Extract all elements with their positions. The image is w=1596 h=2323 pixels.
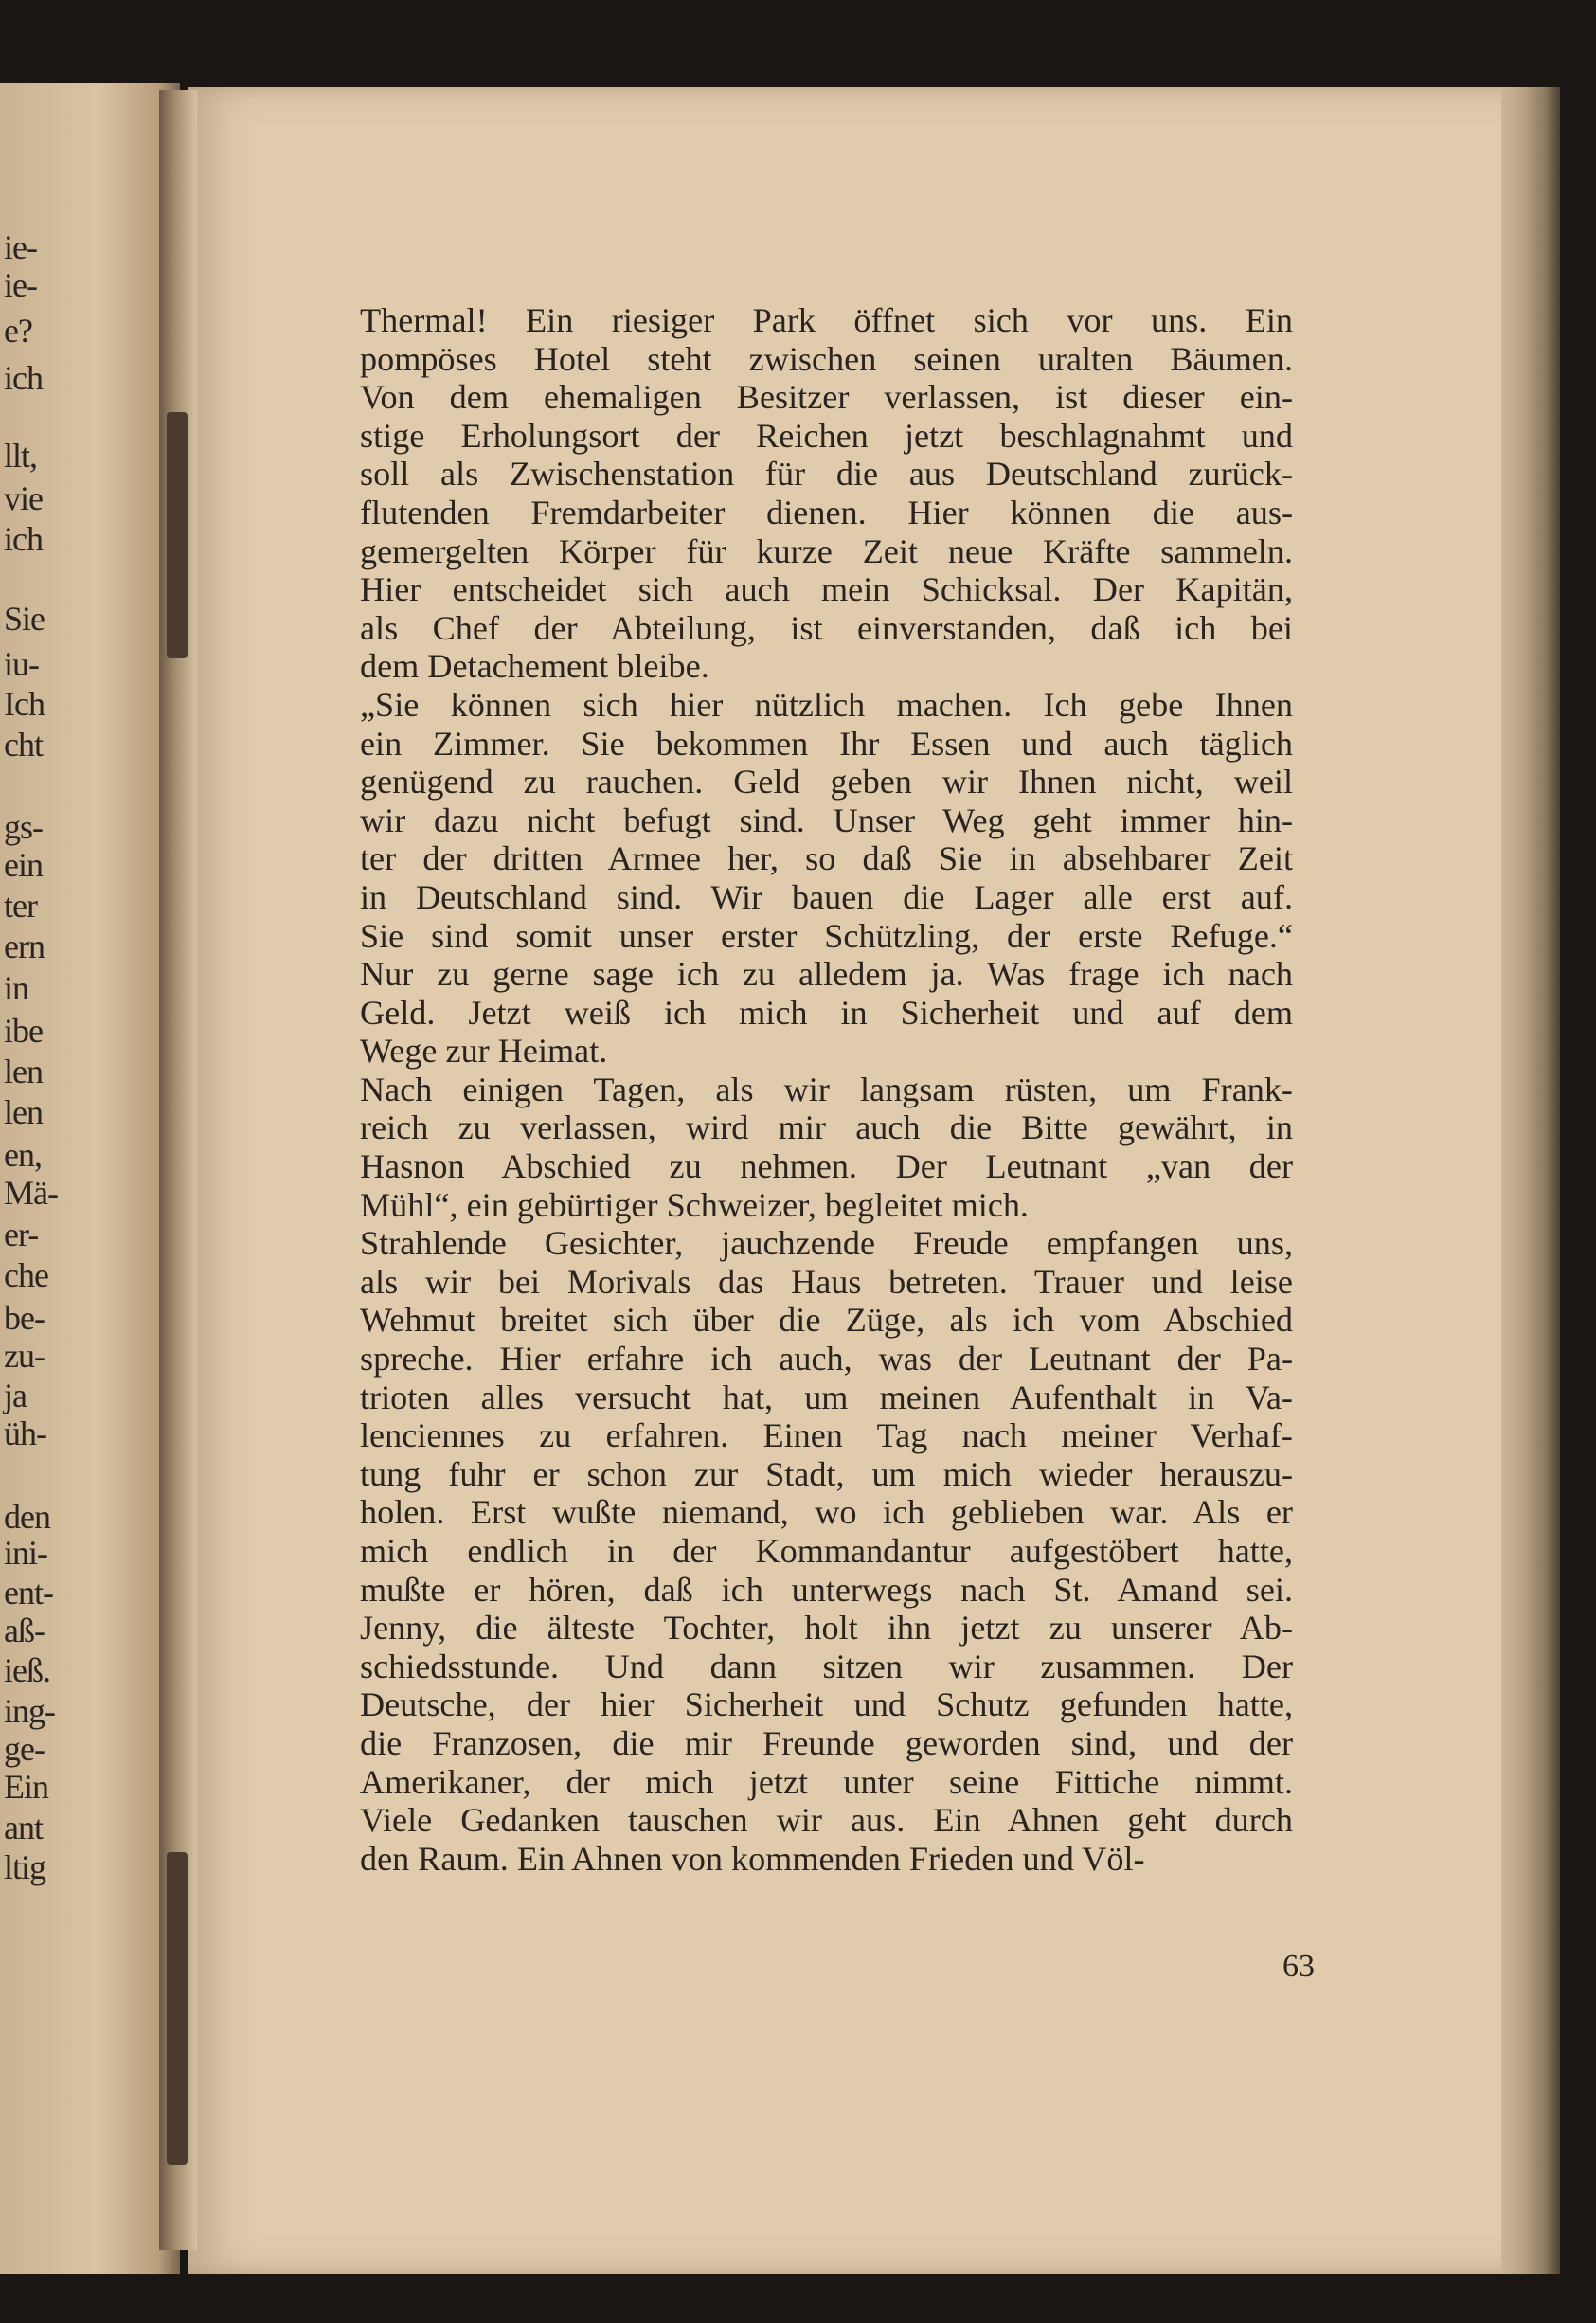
- text-line: wir dazu nicht befugt sind. Unser Weg geht immer hin-: [360, 801, 1293, 839]
- spine-binding-mark: [167, 1852, 188, 2165]
- left-page: [0, 83, 180, 2274]
- text-line: lenciennes zu erfahren. Einen Tag nach meiner Verhaf-: [360, 1416, 1293, 1455]
- text-line: Amerikaner, der mich jetzt unter seine Fittiche nimmt.: [360, 1762, 1293, 1801]
- left-page-fragment: en,: [4, 1136, 42, 1174]
- text-line: pompöses Hotel steht zwischen seinen uralten Bäumen.: [360, 339, 1293, 378]
- left-page-fragment: iu-: [4, 645, 39, 683]
- left-page-fragment: cht: [4, 726, 43, 764]
- body-text: [360, 301, 1293, 1931]
- text-line: reich zu verlassen, wird mir auch die Bitte gewährt, in: [360, 1108, 1293, 1147]
- text-line: gemergelten Körper für kurze Zeit neue Kräfte sammeln.: [360, 531, 1293, 570]
- left-page-fragment: ter: [4, 887, 37, 925]
- left-page-fragment: ja: [4, 1377, 27, 1414]
- left-page-fragment: gs-: [4, 808, 43, 846]
- text-line: Nach einigen Tagen, als wir langsam rüsten, um Frank-: [360, 1070, 1293, 1108]
- text-line: dem Detachement bleibe.: [360, 647, 709, 686]
- left-page-fragment: ie-: [4, 266, 37, 304]
- text-line: Mühl“, ein gebürtiger Schweizer, begleitet mich.: [360, 1185, 1029, 1224]
- text-line: spreche. Hier erfahre ich auch, was der Leutnant der Pa-: [360, 1340, 1293, 1378]
- left-page-fragment: ein: [4, 846, 43, 884]
- page-number: 63: [1282, 1949, 1315, 1984]
- left-page-fragment: in: [4, 969, 29, 1007]
- left-page-fragment: Sie: [4, 600, 45, 638]
- left-page-fragment: Mä-: [4, 1174, 58, 1212]
- text-line: tung fuhr er schon zur Stadt, um mich wieder herauszu-: [360, 1454, 1293, 1493]
- left-page-fragment: zu-: [4, 1337, 45, 1375]
- text-line: soll als Zwischenstation für die aus Deutschland zurück-: [360, 455, 1293, 494]
- text-line: Von dem ehemaligen Besitzer verlassen, ist dieser ein-: [360, 378, 1293, 417]
- text-line: Thermal! Ein riesiger Park öffnet sich vor uns. Ein: [360, 301, 1293, 339]
- text-line: Deutsche, der hier Sicherheit und Schutz gefunden hatte,: [360, 1685, 1293, 1724]
- left-page-fragment: Ein: [4, 1768, 48, 1806]
- text-line: mich endlich in der Kommandantur aufgestöbert hatte,: [360, 1532, 1293, 1570]
- left-page-fragment: vie: [4, 479, 43, 517]
- left-page-fragment: ini-: [4, 1534, 47, 1572]
- text-line: die Franzosen, die mir Freunde geworden sind, und der: [360, 1723, 1293, 1762]
- text-line: „Sie können sich hier nützlich machen. Ich gebe Ihnen: [360, 685, 1293, 724]
- left-page-fragment: den: [4, 1498, 50, 1536]
- text-line: Hasnon Abschied zu nehmen. Der Leutnant „van der: [360, 1147, 1293, 1186]
- left-page-fragment: er-: [4, 1216, 39, 1253]
- page-edge: [1501, 87, 1560, 2274]
- text-line: ein Zimmer. Sie bekommen Ihr Essen und auch täglich: [360, 724, 1293, 763]
- text-line: ter der dritten Armee her, so daß Sie in absehbarer Zeit: [360, 839, 1293, 878]
- text-line: als Chef der Abteilung, ist einverstanden, daß ich bei: [360, 608, 1293, 647]
- left-page-fragment: ich: [4, 359, 43, 397]
- text-line: Geld. Jetzt weiß ich mich in Sicherheit und auf dem: [360, 993, 1293, 1032]
- left-page-fragment: ent-: [4, 1574, 53, 1612]
- text-line: schiedsstunde. Und dann sitzen wir zusammen. Der: [360, 1647, 1293, 1685]
- text-line: Sie sind somit unser erster Schützling, der erste Refuge.“: [360, 916, 1293, 955]
- left-page-fragment: ge-: [4, 1730, 45, 1768]
- left-page-fragment: ie-: [4, 228, 37, 266]
- text-line: Hier entscheidet sich auch mein Schicksal. Der Kapitän,: [360, 570, 1293, 609]
- left-page-fragment: aß-: [4, 1612, 45, 1649]
- left-page-fragment: ibe: [4, 1012, 43, 1050]
- left-page-fragment: ant: [4, 1809, 43, 1846]
- text-line: holen. Erst wußte niemand, wo ich geblieben war. Als er: [360, 1493, 1293, 1532]
- text-line: Nur zu gerne sage ich zu alledem ja. Was frage ich nach: [360, 955, 1293, 994]
- book-spine: [159, 90, 197, 2250]
- left-page-fragment: Ich: [4, 685, 45, 723]
- spine-binding-mark: [167, 412, 188, 658]
- left-page-fragment: ich: [4, 520, 43, 558]
- text-line: den Raum. Ein Ahnen von kommenden Frieden und Völ-: [360, 1839, 1145, 1878]
- text-line: Viele Gedanken tauschen wir aus. Ein Ahnen geht durch: [360, 1801, 1293, 1840]
- left-page-fragment: ieß.: [4, 1651, 50, 1689]
- text-line: trioten alles versucht hat, um meinen Aufenthalt in Va-: [360, 1378, 1293, 1416]
- text-line: flutenden Fremdarbeiter dienen. Hier können die aus-: [360, 493, 1293, 531]
- text-line: stige Erholungsort der Reichen jetzt beschlagnahmt und: [360, 416, 1293, 455]
- left-page-fragment: e?: [4, 312, 32, 350]
- text-line: Wege zur Heimat.: [360, 1032, 608, 1071]
- left-page-fragment: che: [4, 1256, 48, 1294]
- left-page-fragment: llt,: [4, 437, 38, 475]
- left-page-fragment: be-: [4, 1299, 45, 1337]
- text-line: Wehmut breitet sich über die Züge, als ich vom Abschied: [360, 1301, 1293, 1340]
- text-line: Jenny, die älteste Tochter, holt ihn jetzt zu unserer Ab-: [360, 1609, 1293, 1648]
- left-page-fragment: ing-: [4, 1692, 55, 1730]
- text-line: als wir bei Morivals das Haus betreten. Trauer und leise: [360, 1262, 1293, 1301]
- left-page-fragment: ern: [4, 927, 45, 965]
- text-line: genügend zu rauchen. Geld geben wir Ihnen nicht, weil: [360, 763, 1293, 801]
- text-line: Strahlende Gesichter, jauchzende Freude empfangen uns,: [360, 1224, 1293, 1263]
- text-line: in Deutschland sind. Wir bauen die Lager alle erst auf.: [360, 877, 1293, 916]
- left-page-fragment: len: [4, 1093, 43, 1131]
- text-line: mußte er hören, daß ich unterwegs nach St. Amand sei.: [360, 1570, 1293, 1609]
- left-page-fragment: üh-: [4, 1414, 46, 1452]
- left-page-fragment: len: [4, 1053, 43, 1090]
- left-page-fragment: ltig: [4, 1848, 46, 1886]
- left-page-text-fragments: [0, 83, 180, 2274]
